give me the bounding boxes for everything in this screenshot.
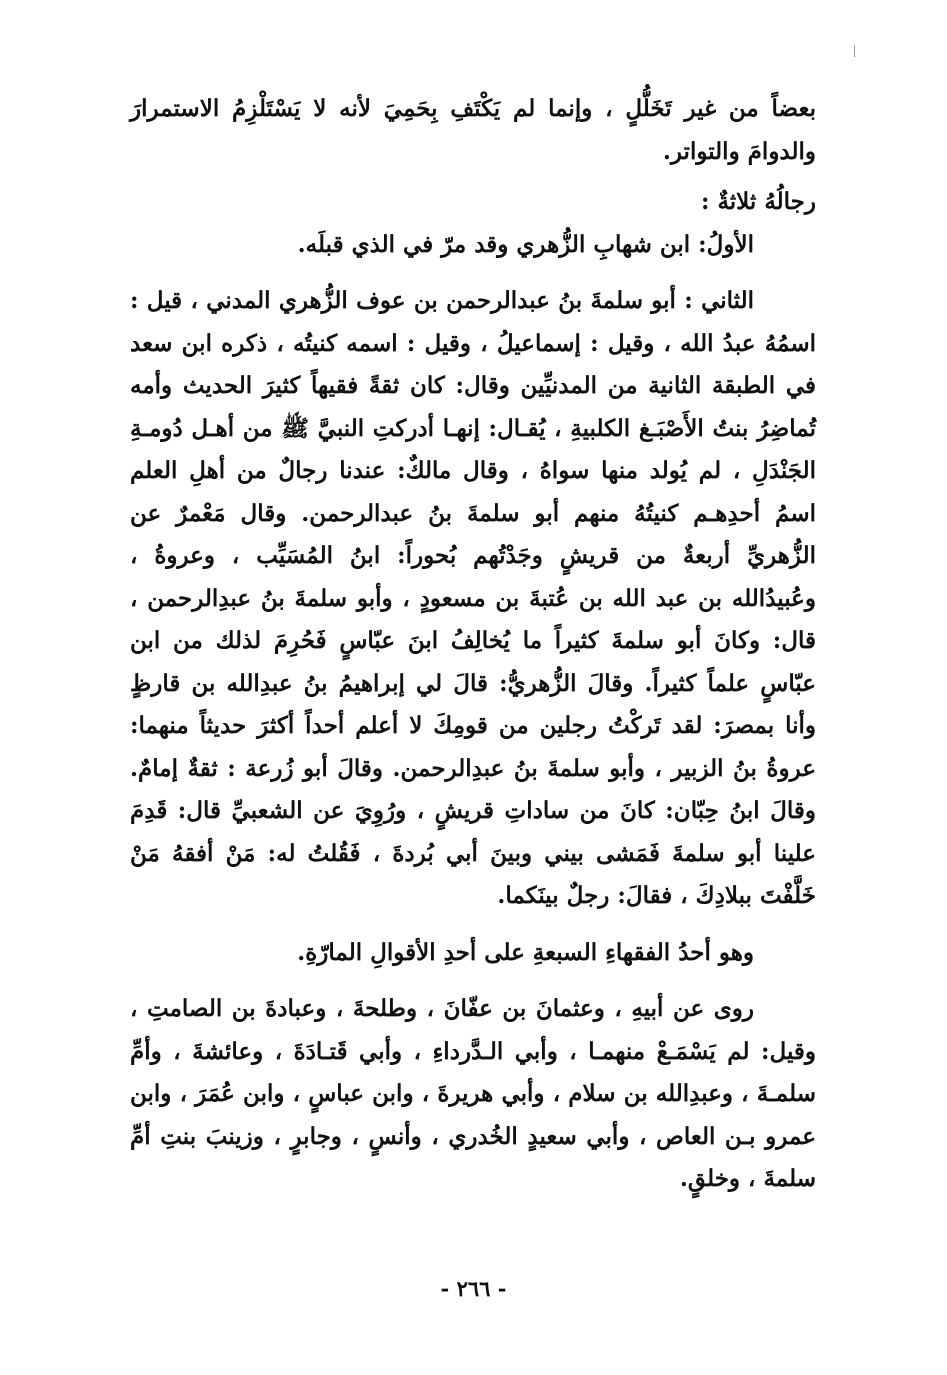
paragraph-continuation: بعضاً من غير تَخَلُّلٍ ، وإنما لم يَكْتَفِ بِحَمِيَ لأنه لا يَسْتَلْزِمُ الاستمرارَ والدوامَ والتواتر. xyxy=(130,95,816,165)
paragraph-seven-jurists: وهو أحدُ الفقهاءِ السبعةِ على أحدِ الأقوالِ المارّةِ. xyxy=(297,938,754,966)
paragraph-narrators-heading: رجالُهُ ثلاثةٌ : xyxy=(700,188,816,215)
corner-mark xyxy=(854,45,855,57)
paragraph-second-narrator: الثاني : أبو سلمةَ بنُ عبدالرحمن بن عوف الزُّهري المدني ، قيل : اسمُهُ عبدُ الله ، وقيل : إسماعيلُ ، وقيل : اسمه كنيتُه ، ذكره ابن سعد في الطبقة الثانية من المدنيِّين وقال: كان ثقةً فقيهاً كثيرَ الحديث وأمه تُماضِرُ بنتُ الأَصْبَـغ الكلبيةِ ، يُقـال: إنهـا أدركتِ النبيَّ ﷺ من أهـل دُومـةِ الجَنْدَلِ ، لم يُولد منها سواهُ ، وقال مالكٌ: عندنا رجالٌ من أهلِ العلم اسمُ أحدِهـم كنيتُهُ منهم أبو سلمةَ بنُ عبدالرحمن. وقال مَعْمرٌ عن الزُّهريِّ أربعةٌ من قريشٍ وجَدْتُهم بُحوراً: ابنُ المُسَيِّب ، وعروةُ ، وعُبيدُالله بن عبد الله بن عُتبةَ بن مسعودٍ ، وأبو سلمةَ بنُ عبدِالرحمن ، قال: وكانَ أبو سلمةَ كثيراً ما يُخالِفُ ابنَ عبّاسٍ فَحُرِمَ لذلك من ابن عبّاسٍ علماً كثيراً. وقالَ الزُّهريُّ: قالَ لي إبراهيمُ بنُ عبدِالله بن قارظٍ وأنا بمصرَ: لقد تَركْتُ رجلين من قومِكَ لا أعلم أحداً أكثرَ حديثاً منهما: عروةُ بنُ الزبير ، وأبو سلمةَ بنُ عبدِالرحمن. وقالَ أبو زُرعة : ثقةٌ إمامٌ. وقالَ ابنُ حِبّان: كانَ من ساداتِ قريشٍ ، ورُوِيَ عن الشعبيِّ قال: قَدِمَ علينا أبو سلمةَ فَمَشى بيني وبينَ أبي بُردةَ ، فَقُلتُ له: مَنْ أفقهُ مَنْ خَلَّفْتَ ببلادِكَ ، فقالَ: رجلٌ بينَكما. xyxy=(130,287,816,909)
paragraph-first-narrator: الأولُ: ابن شهابِ الزُّهري وقد مرّ في الذي قبلَه. xyxy=(297,230,754,258)
paragraph-narrated-from: روى عن أبيهِ ، وعثمانَ بن عفّانَ ، وطلحةَ ، وعبادةَ بن الصامتِ ، وقيل: لم يَسْمَـعْ منهمـا ، وأبي الـدَّرداءِ ، وأبي قَتـادَةَ ، وعائشةَ ، وأمِّ سلمـةَ ، وعبدِالله بن سلام ، وأبي هريرةَ ، وابن عباسٍ ، وابن عُمَرَ ، وابن عمرو بـن العاص ، وأبي سعيدٍ الخُدري ، وأنسٍ ، وجابرٍ ، وزينبَ بنتِ أمِّ سلمةَ ، وخلقٍ. xyxy=(130,995,816,1192)
page-number: - ٢٦٦ - xyxy=(440,1276,507,1301)
page-body xyxy=(130,88,816,1201)
